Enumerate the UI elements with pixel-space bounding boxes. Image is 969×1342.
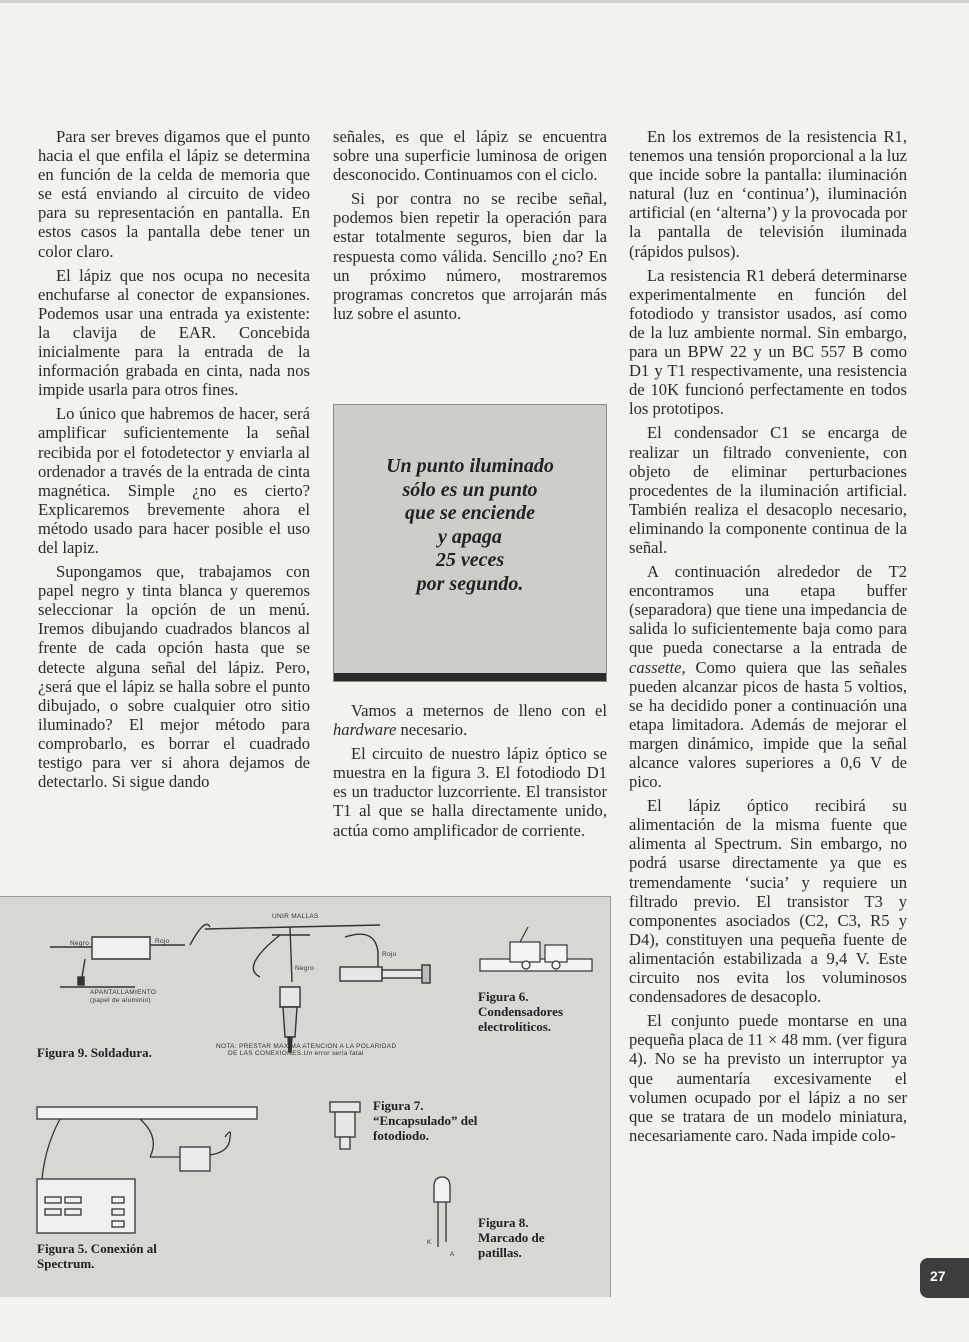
pull-quote-line: que se enciende	[405, 502, 535, 525]
right-paragraph-1: En los extremos de la resistencia R1, tenemos una tensión proporcional a la luz que incide sobre la pantalla: iluminación natural (luz en ‘continua’), iluminación artificial (en ‘alterna’) y la provocada por la pantalla de televisión iluminada (rápidos pulsos).	[629, 127, 907, 261]
soldering-illustration	[50, 924, 380, 987]
label-apantallamiento: APANTALLAMIENTO	[90, 989, 157, 996]
label-pin-a: A	[450, 1251, 455, 1258]
middle-paragraph-2	[333, 701, 607, 739]
top-rule	[0, 0, 969, 3]
label-pin-k: K	[427, 1239, 432, 1246]
label-negro-mid: Negro	[295, 965, 315, 972]
text-run: necesario.	[396, 720, 468, 740]
middle-continuation: señales, es que el lápiz se encuentra sobre una superficie luminosa de origen desconocido. Continuamos con el ciclo.	[333, 127, 607, 185]
figure-9-caption: Figura 9. Soldadura.	[37, 1045, 152, 1060]
connector-illustration	[280, 934, 430, 1052]
pin-marking-illustration	[434, 1177, 450, 1247]
right-paragraph-2: La resistencia R1 deberá determinarse experimentalmente en función del fotodiodo y transistor usados, así como de la luz ambiente normal. Sin embargo, para un BPW 22 y un BC 557 B como D1 y T1 respectivamente, una resistencia de 10K funcionó perfectamente en todos los prototipos.	[629, 265, 907, 419]
capacitor-board	[480, 927, 592, 971]
figure-6-caption: Figura 6. Condensadores electrolíticos.	[478, 989, 564, 1034]
left-column	[38, 127, 310, 796]
pull-quote-line: 25 veces	[435, 549, 505, 572]
middle-column-top	[333, 127, 607, 328]
figure-5-caption: Figura 5. Conexión al Spectrum.	[37, 1241, 157, 1271]
middle-paragraph-1: Si por contra no se recibe señal, podemos bien repetir la operación para estar totalmente seguros, bien dar la respuesta como válida. Sencillo ¿no? En un próximo número, mostraremos programas concretos que arrojarán más luz sobre el asunto.	[333, 189, 607, 323]
figure-8-caption: Figura 8. Marcado de patillas.	[478, 1215, 545, 1260]
middle-paragraph-3: El circuito de nuestro lápiz óptico se muestra en la figura 3. El fotodiodo D1 es un traductor luzcorriente. El transistor T1 al que se halla directamente unido, actúa como amplificador de corriente.	[333, 744, 607, 840]
italic-term: cassette,	[629, 657, 686, 677]
label-papel-aluminio: (papel de aluminio)	[90, 997, 151, 1004]
right-paragraph-3: El condensador C1 se encarga de realizar un filtrado conveniente, con objeto de eliminar perturbaciones procedentes de la iluminación artificial. También realiza el desacoplo necesario, eliminando la componente continua de la señal.	[629, 423, 907, 557]
figure-7-caption: Figura 7. “Encapsulado” del fotodiodo.	[373, 1098, 478, 1143]
label-rojo-left: Rojo	[155, 938, 170, 945]
text-run: A continuación alrededor de T2 encontramos una etapa buffer (separadora) que tiene una impedancia de salida lo suficientemente baja como para que pueda conectarse a la entrada de	[629, 562, 907, 658]
left-paragraph-1: Para ser breves digamos que el punto hacia el que enfila el lápiz se determina en función de la celda de memoria que se está enviando al circuito de video para su representación en pantalla. En estos casos la pantalla debe tener un color claro.	[38, 127, 310, 261]
text-run: Como quiera que las señales pueden alcanzar picos de hasta 5 voltios, se ha decidido poner a continuación una etapa limitadora. Además de mejorar el margen dinámico, impide que la señal alcance valores superiores a 0,6 V de pico.	[629, 657, 907, 792]
right-paragraph-4	[629, 562, 907, 791]
pull-quote-line: sólo es un punto	[402, 478, 538, 501]
middle-column-bottom	[333, 701, 607, 845]
right-paragraph-6: El conjunto puede montarse en una pequeña placa de 11 × 48 mm. (ver figura 4). No se ha previsto un interruptor ya que aumentaría excesivamente el volumen ocupado por el lápiz a no ser que se tratara de un modelo miniatura, necesariamente caro. Nada impide colo-	[629, 1011, 907, 1145]
label-negro-left: Negro	[70, 940, 90, 947]
pull-quote-box	[333, 404, 607, 682]
left-paragraph-2: El lápiz que nos ocupa no necesita enchufarse al conector de expansiones. Podemos usar una entrada ya existente: la clavija de EAR. Concebida inicialmente para la entrada de la información grabada en cinta, nada nos impide usarla para otros fines.	[38, 265, 310, 400]
note-line-2: DE LAS CONEXIONES.Un error sería fatal	[228, 1050, 364, 1057]
pull-quote-text	[334, 455, 606, 597]
figures-panel	[0, 896, 611, 1297]
pull-quote-bar	[334, 673, 606, 681]
right-column	[629, 127, 907, 1150]
label-rojo-right: Rojo	[382, 951, 397, 958]
left-paragraph-3: Lo único que habremos de hacer, será amplificar suficientemente la señal recibida por el fotodetector y enviarla al ordenador a través de la entrada de cinta magnética. Simple ¿no es cierto? Explicaremos brevemente ahora el método usado para hacer posible el uso del lapiz.	[38, 404, 310, 557]
pull-quote-line: Un punto iluminado	[386, 455, 554, 477]
pull-quote-line: por segundo.	[416, 572, 524, 595]
label-unir-mallas: UNIR MALLAS	[272, 913, 319, 920]
page-number: 27	[930, 1268, 946, 1284]
spectrum-illustration	[37, 1107, 257, 1233]
text-run: Vamos a meternos de lleno con el	[351, 701, 607, 720]
pull-quote-line: y apaga	[438, 525, 502, 548]
photodiode-encapsulation	[330, 1102, 360, 1149]
note-line-1: NOTA: PRESTAR MAXIMA ATENCION A LA POLARIDAD	[216, 1043, 397, 1050]
right-paragraph-5: El lápiz óptico recibirá su alimentación de la misma fuente que alimenta al Spectrum. Sin embargo, no podrá usarse directamente ya que es tremendamente ‘sucia’ y requiere un filtrado previo. El transistor T3 y componentes asociados (C2, C3, R5 y D4), constituyen una pequeña fuente de alimentación estabilizada a 9,4 V. Este circuito nos evita los voluminosos condensadores de desacoplo.	[629, 796, 907, 1007]
left-paragraph-4: Supongamos que, trabajamos con papel negro y tinta blanca y queremos seleccionar la opción de un menú. Iremos dibujando cuadrados blancos al frente de cada opción hasta que se detecte alguna señal del lápiz. Pero, ¿será que el lápiz se halla sobre el punto dibujado, o sobre cualquier otro sitio iluminado? El mejor método para comprobarlo, es borrar el cuadrado testigo para ver si ahora dejamos de detectarlo. Si sigue dando	[38, 562, 310, 792]
italic-term: hardware	[333, 720, 397, 740]
